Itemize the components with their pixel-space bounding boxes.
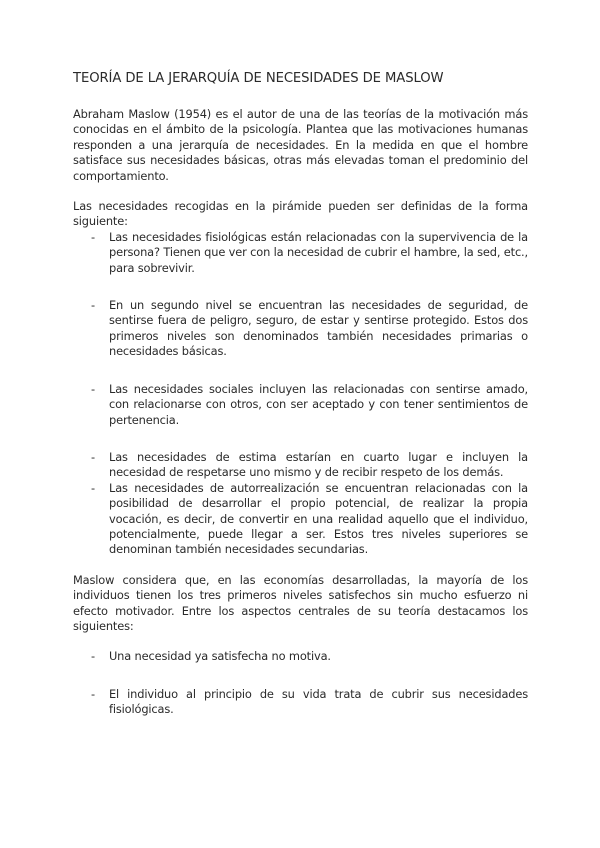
bullet-dash: - (91, 229, 95, 244)
bullet-dash: - (91, 480, 95, 495)
list-item (73, 450, 528, 481)
conclusion-paragraph: Maslow considera que, en las economías desarrolladas, la mayoría de los individuos tienen los tres primeros niveles satisfechos sin mucho esfuerzo ni efecto motivador. Entre los aspectos centrales de su teoría destacamos los siguientes: (73, 572, 528, 633)
list-intro-paragraph: Las necesidades recogidas en la pirámide pueden ser definidas de la forma siguiente: (73, 199, 528, 229)
list-item-text: Una necesidad ya satisfecha no motiva. (109, 649, 331, 664)
document-page (73, 70, 528, 740)
list-item-text: Las necesidades de autorrealización se encuentran relacionadas con la posibilidad de desarrollar el propio potencial, de realizar la propia vocación, es decir, de convertir en una realidad aquello que el individuo, potencialmente, puede llegar a ser. Estos tres niveles superiores se denominan también necesidades secundarias. (109, 480, 528, 557)
list-item (73, 649, 528, 664)
bullet-dash: - (91, 298, 95, 313)
document-title: TEORÍA DE LA JERARQUÍA DE NECESIDADES DE MASLOW (73, 71, 444, 86)
list-item-text: Las necesidades fisiológicas están relacionadas con la supervivencia de la persona? Tienen que ver con la necesidad de cubrir el hambre, la sed, etc., para sobrevivir. (109, 229, 528, 275)
list-item (73, 687, 528, 718)
list-item (73, 382, 528, 428)
bullet-dash: - (91, 686, 95, 701)
list-item-text: Las necesidades de estima estarían en cuarto lugar e incluyen la necesidad de respetarse uno mismo y de recibir respeto de los demás. (109, 449, 528, 480)
list-item-text: El individuo al principio de su vida trata de cubrir sus necesidades fisiológicas. (109, 686, 528, 717)
list-item-text: En un segundo nivel se encuentran las necesidades de seguridad, de sentirse fuera de peligro, seguro, de estar y sentirse protegido. Estos dos primeros niveles son denominados también necesidades primarias o necesidades básicas. (109, 298, 528, 359)
bullet-dash: - (91, 449, 95, 464)
list-item (73, 298, 528, 360)
bullet-dash: - (91, 381, 95, 396)
list-item-text: Las necesidades sociales incluyen las relacionadas con sentirse amado, con relacionarse con otros, con ser aceptado y con tener sentimientos de pertenencia. (109, 381, 528, 427)
bullet-dash: - (91, 649, 95, 664)
needs-list (73, 230, 528, 558)
list-item (73, 230, 528, 276)
aspects-list (73, 649, 528, 717)
intro-paragraph: Abraham Maslow (1954) es el autor de una de las teorías de la motivación más conocidas en el ámbito de la psicología. Plantea que las motivaciones humanas responden a una jerarquía de necesidades. En la medida en que el hombre satisface sus necesidades básicas, otras más elevadas toman el predominio del comportamiento. (73, 107, 528, 183)
list-item (73, 481, 528, 558)
